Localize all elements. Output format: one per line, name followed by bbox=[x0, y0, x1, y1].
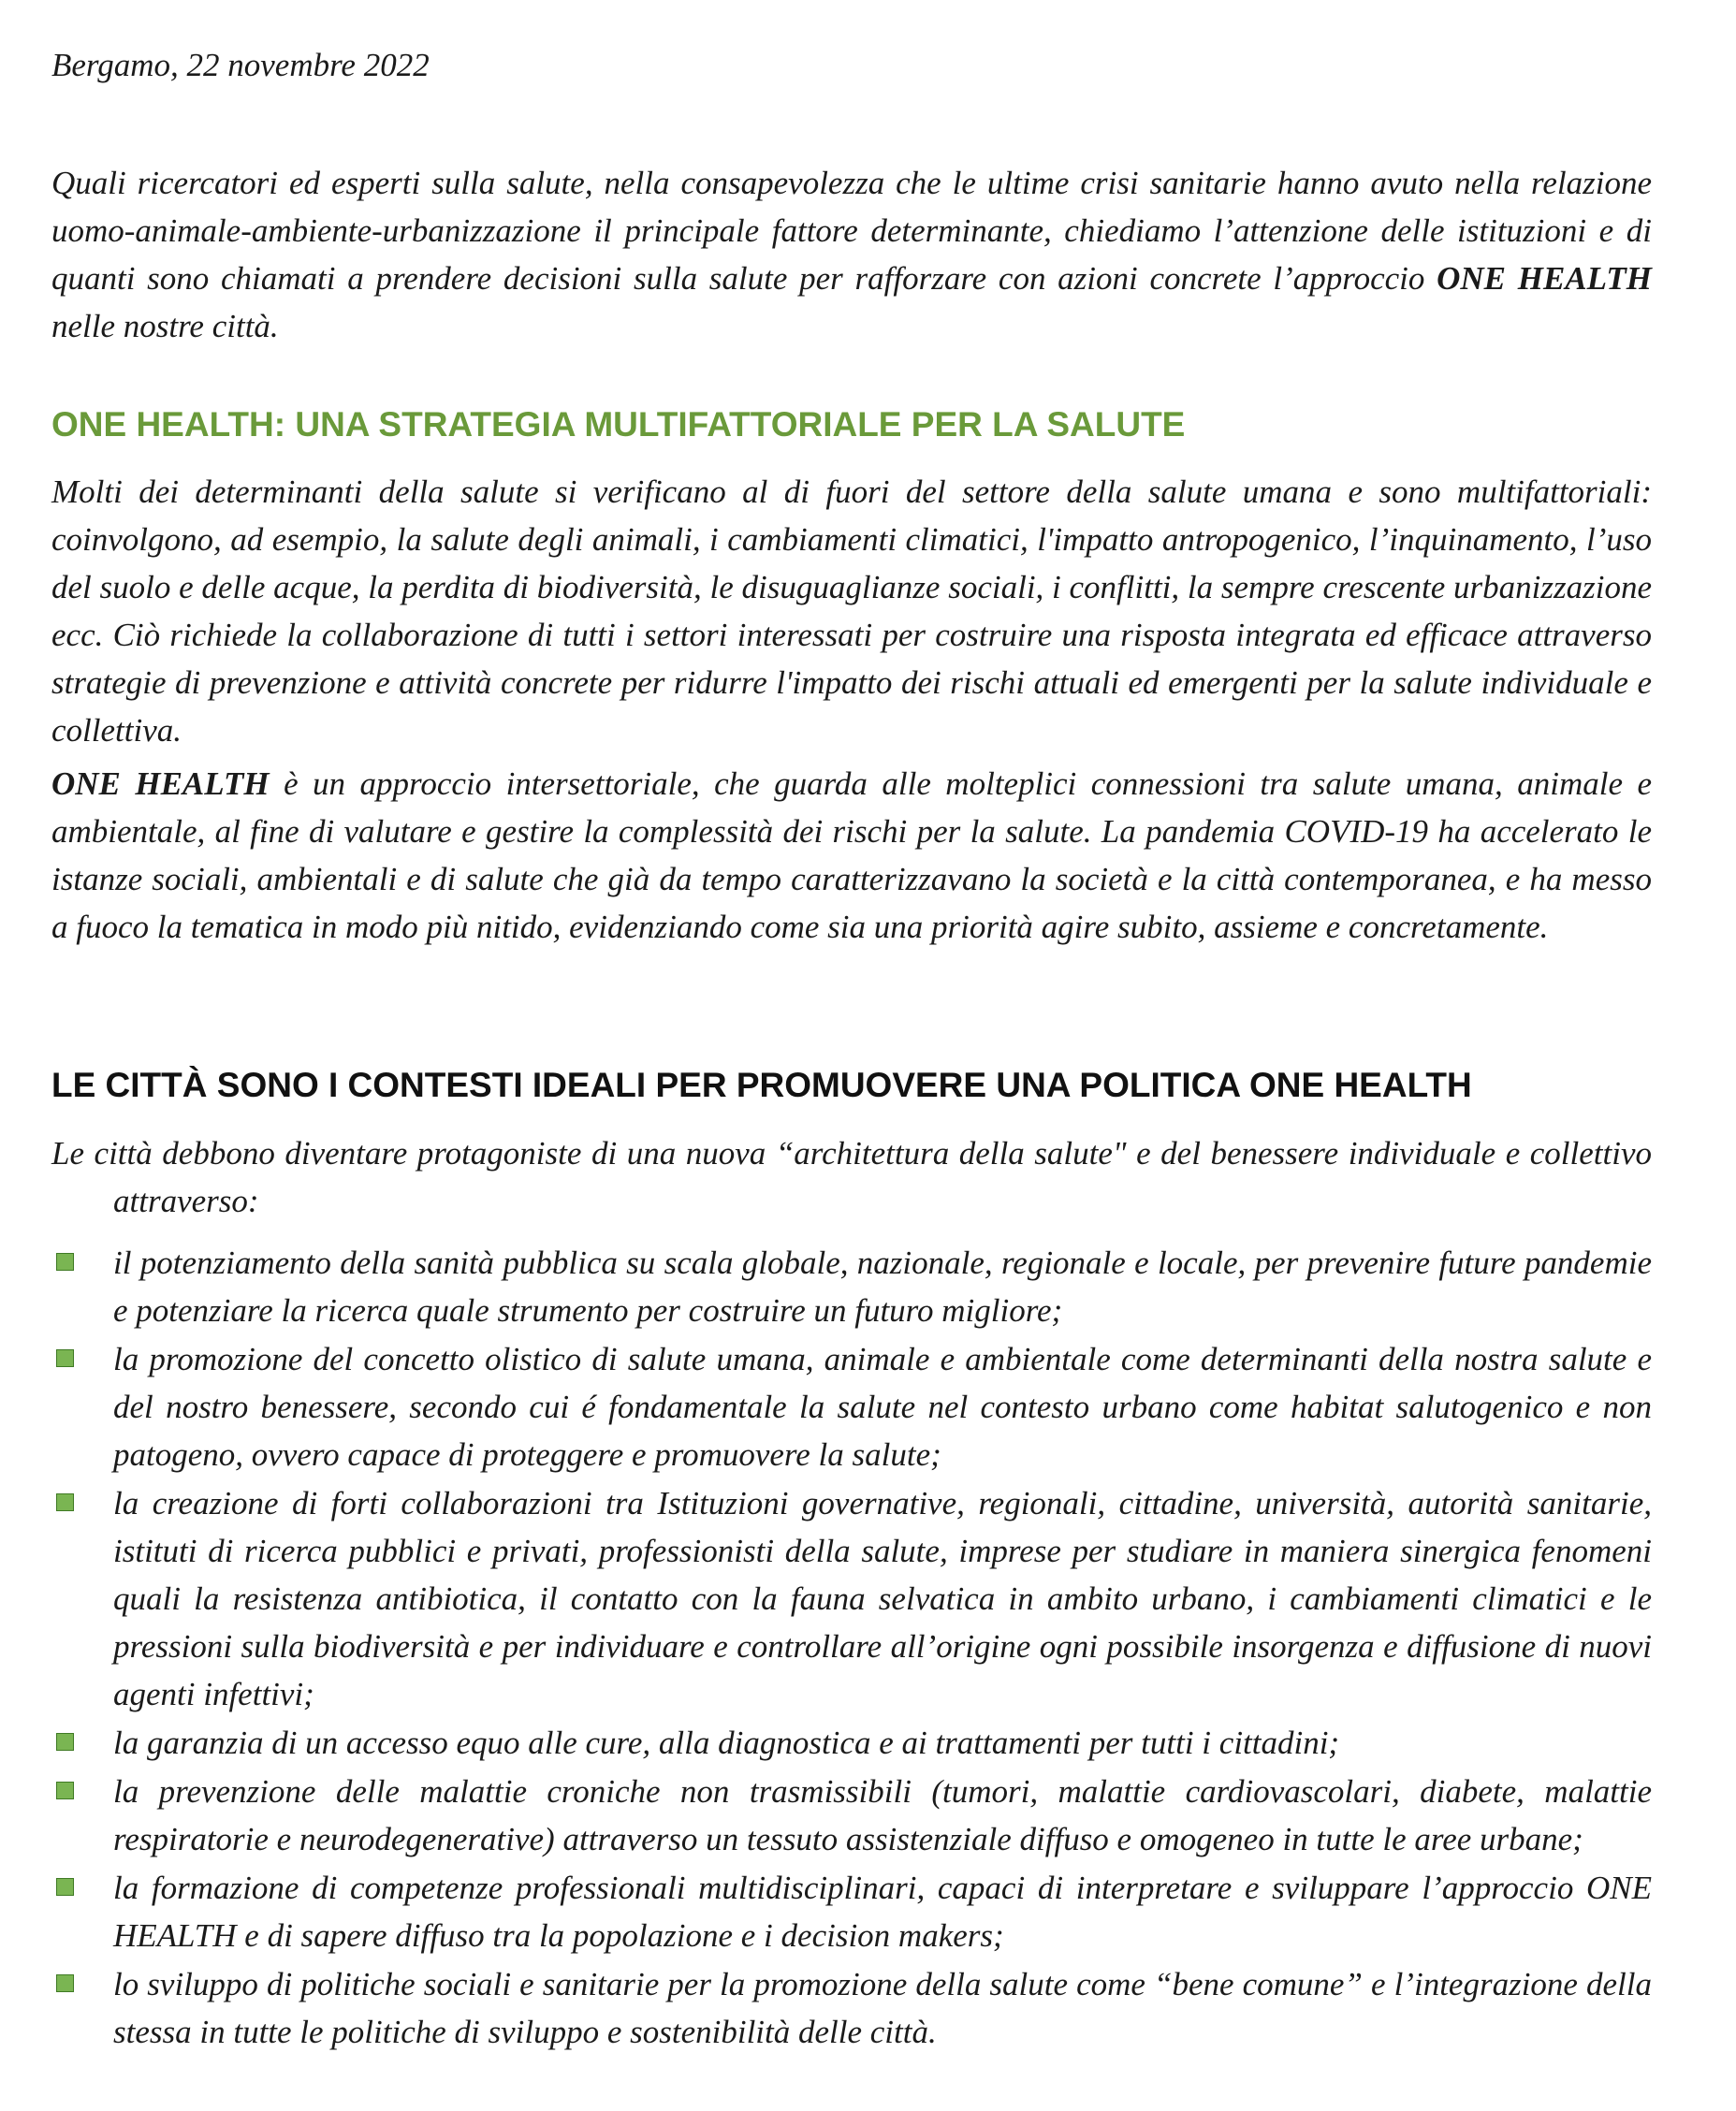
intro-emphasis: ONE HEALTH bbox=[1437, 260, 1652, 297]
section-heading-one-health: ONE HEALTH: UNA STRATEGIA MULTIFATTORIALE PER LA SALUTE bbox=[51, 405, 1186, 444]
bullet-list bbox=[51, 1239, 1652, 2056]
section2-lead: Le città debbono diventare protagoniste di una nuova “architettura della salute" e del benessere individuale e collettivo attraverso: bbox=[51, 1135, 1652, 1219]
list-item bbox=[51, 1335, 1652, 1478]
list-item bbox=[51, 1960, 1652, 2056]
list-item-text: la prevenzione delle malattie croniche non trasmissibili (tumori, malattie cardiovascolari, diabete, malattie respiratorie e neurodegenerative) attraverso un tessuto assistenziale diffuso e omogeneo in tutte le aree urbane; bbox=[113, 1773, 1652, 1857]
intro-text-end: nelle nostre città. bbox=[51, 308, 279, 344]
list-item bbox=[51, 1239, 1652, 1334]
list-item bbox=[51, 1864, 1652, 1959]
list-item-text: la formazione di competenze professionali multidisciplinari, capaci di interpretare e sviluppare l’approccio ONE HEALTH e di sapere diffuso tra la popolazione e i decision makers; bbox=[113, 1870, 1652, 1954]
section-heading-cities: LE CITTÀ SONO I CONTESTI IDEALI PER PROMUOVERE UNA POLITICA ONE HEALTH bbox=[51, 1066, 1472, 1104]
paragraph2-emphasis: ONE HEALTH bbox=[51, 765, 270, 802]
green-square-bullet-icon bbox=[56, 1253, 74, 1271]
intro-text: Quali ricercatori ed esperti sulla salute, nella consapevolezza che le ultime crisi sanitarie hanno avuto nella relazione uomo-animale-ambiente-urbanizzazione il principale fattore determinante, chiediamo l’attenzione delle istituzioni e di quanti sono chiamati a prendere decisioni sulla salute per rafforzare con azioni concrete l’approccio bbox=[51, 165, 1652, 297]
green-square-bullet-icon bbox=[56, 1349, 74, 1367]
section1-paragraph-2 bbox=[51, 760, 1652, 951]
document-date: Bergamo, 22 novembre 2022 bbox=[51, 47, 430, 83]
list-item-text: il potenziamento della sanità pubblica su scala globale, nazionale, regionale e locale, per prevenire future pandemie e potenziare la ricerca quale strumento per costruire un futuro migliore; bbox=[113, 1245, 1652, 1329]
section1-paragraph-1: Molti dei determinanti della salute si verificano al di fuori del settore della salute umana e sono multifattoriali: coinvolgono, ad esempio, la salute degli animali, i cambiamenti climatici, l'impatto antropogenico, l’inquinamento, l’uso del suolo e delle acque, la perdita di biodiversità, le disuguaglianze sociali, i conflitti, la sempre crescente urbanizzazione ecc. Ciò richiede la collaborazione di tutti i settori interessati per costruire una risposta integrata ed efficace attraverso strategie di prevenzione e attività concrete per ridurre l'impatto dei rischi attuali ed emergenti per la salute individuale e collettiva. bbox=[51, 473, 1652, 749]
list-item-text: la garanzia di un accesso equo alle cure, alla diagnostica e ai trattamenti per tutti i cittadini; bbox=[113, 1725, 1340, 1761]
list-item bbox=[51, 1768, 1652, 1863]
paragraph2-text: è un approccio intersettoriale, che guarda alle molteplici connessioni tra salute umana, animale e ambientale, al fine di valutare e gestire la complessità dei rischi per la salute. La pandemia COVID-19 ha accelerato le istanze sociali, ambientali e di salute che già da tempo caratterizzavano la società e la città contemporanea, e ha messo a fuoco la tematica in modo più nitido, evidenziando come sia una priorità agire subito, assieme e concretamente. bbox=[51, 765, 1653, 945]
list-item-text: lo sviluppo di politiche sociali e sanitarie per la promozione della salute come “bene comune” e l’integrazione della stessa in tutte le politiche di sviluppo e sostenibilità delle città. bbox=[113, 1966, 1652, 2050]
list-item-text: la promozione del concetto olistico di salute umana, animale e ambientale come determinanti della nostra salute e del nostro benessere, secondo cui é fondamentale la salute nel contesto urbano come habitat salutogenico e non patogeno, ovvero capace di proteggere e promuovere la salute; bbox=[113, 1341, 1652, 1473]
list-item bbox=[51, 1719, 1652, 1767]
list-item bbox=[51, 1479, 1652, 1718]
green-square-bullet-icon bbox=[56, 1878, 74, 1896]
intro-paragraph bbox=[51, 159, 1652, 350]
green-square-bullet-icon bbox=[56, 1733, 74, 1751]
green-square-bullet-icon bbox=[56, 1782, 74, 1799]
section1-body bbox=[51, 468, 1652, 951]
green-square-bullet-icon bbox=[56, 1974, 74, 1992]
green-square-bullet-icon bbox=[56, 1493, 74, 1511]
list-item-text: la creazione di forti collaborazioni tra Istituzioni governative, regionali, cittadine, università, autorità sanitarie, istituti di ricerca pubblici e privati, professionisti della salute, imprese per studiare in maniera sinergica fenomeni quali la resistenza antibiotica, il contatto con la fauna selvatica in ambito urbano, i cambiamenti climatici e le pressioni sulla biodiversità e per individuare e controllare all’origine ogni possibile insorgenza e diffusione di nuovi agenti infettivi; bbox=[113, 1485, 1652, 1712]
section2-body bbox=[51, 1129, 1652, 2057]
